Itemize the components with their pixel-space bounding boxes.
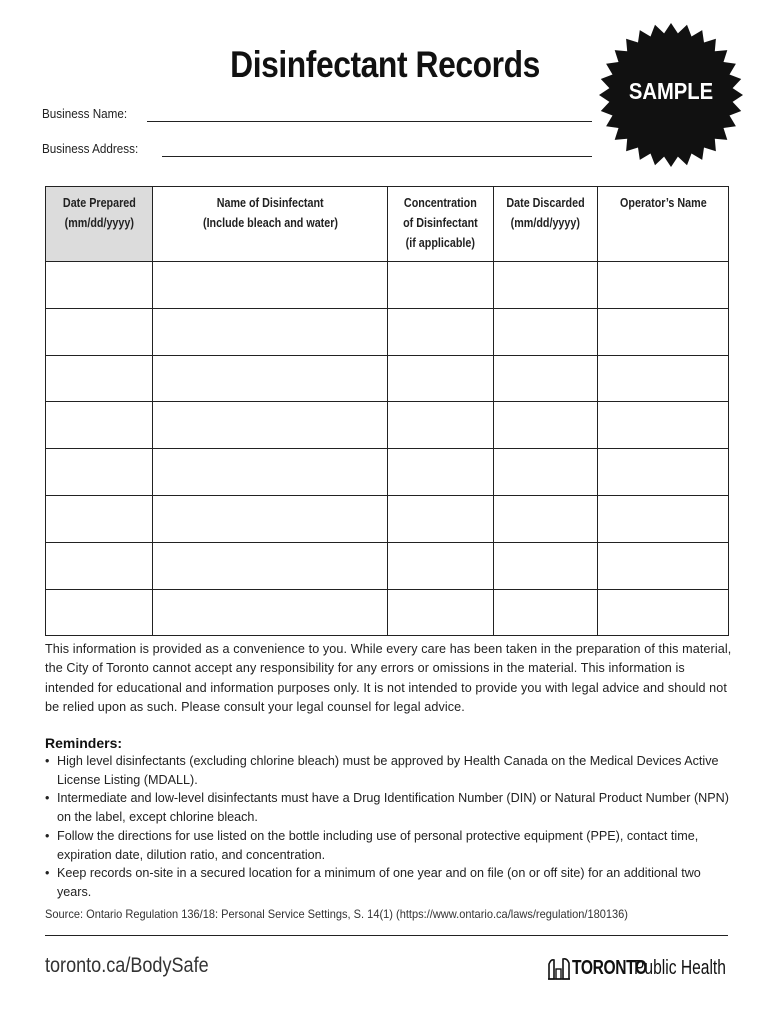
table-cell[interactable] xyxy=(598,308,729,355)
header-line: (mm/dd/yyyy) xyxy=(510,216,581,230)
logo-wordmark-regular: Public Health xyxy=(634,957,726,979)
toronto-public-health-logo xyxy=(548,954,752,980)
logo-wordmark-bold: TORONTO xyxy=(572,957,647,979)
table-row xyxy=(46,308,729,355)
table-cell[interactable] xyxy=(153,308,388,355)
table-cell[interactable] xyxy=(598,589,729,636)
table-row xyxy=(46,542,729,589)
business-name-label: Business Name: xyxy=(42,106,128,121)
list-item: • High level disinfectants (excluding chlorine bleach) must be approved by Health Canada on the Medical Devices Active License Listing (MDALL). xyxy=(45,752,735,789)
table-row xyxy=(46,262,729,309)
header-line: (Include bleach and water) xyxy=(202,216,338,230)
disinfectant-records-table xyxy=(45,186,729,636)
header-line: Operator’s Name xyxy=(619,196,707,210)
table-cell[interactable] xyxy=(598,495,729,542)
website-link[interactable]: toronto.ca/BodySafe xyxy=(45,954,209,977)
table-cell[interactable] xyxy=(388,355,494,402)
table-cell[interactable] xyxy=(494,542,598,589)
list-item: • Keep records on-site in a secured location for a minimum of one year and on file (on or off site) for an additional two years. xyxy=(45,864,735,901)
header-date-prepared xyxy=(46,187,153,262)
table-cell[interactable] xyxy=(494,355,598,402)
table-header-row xyxy=(46,187,729,262)
table-cell[interactable] xyxy=(494,262,598,309)
business-name-field[interactable] xyxy=(147,121,592,122)
footer-divider xyxy=(45,935,728,936)
header-concentration xyxy=(388,187,494,262)
header-line: (if applicable) xyxy=(405,236,476,250)
city-hall-icon xyxy=(548,958,570,980)
table-cell[interactable] xyxy=(388,308,494,355)
table-cell[interactable] xyxy=(153,355,388,402)
sample-badge-label: SAMPLE xyxy=(628,78,714,104)
table-cell[interactable] xyxy=(388,589,494,636)
table-cell[interactable] xyxy=(153,495,388,542)
list-item: • Follow the directions for use listed on the bottle including use of personal protective equipment (PPE), contact time, expiration date, dilution ratio, and concentration. xyxy=(45,827,735,864)
table-cell[interactable] xyxy=(494,449,598,496)
table-cell[interactable] xyxy=(46,262,153,309)
table-cell[interactable] xyxy=(153,262,388,309)
table-cell[interactable] xyxy=(388,449,494,496)
header-line: Date Prepared xyxy=(62,196,136,210)
table-body xyxy=(46,262,729,636)
table-cell[interactable] xyxy=(388,495,494,542)
table-cell[interactable] xyxy=(46,402,153,449)
source-citation: Source: Ontario Regulation 136/18: Personal Service Settings, S. 14(1) (https://www.ontario.ca/laws/regulation/180136) xyxy=(45,907,628,921)
table-cell[interactable] xyxy=(494,308,598,355)
table-cell[interactable] xyxy=(46,589,153,636)
table-cell[interactable] xyxy=(598,402,729,449)
list-item: • Intermediate and low-level disinfectants must have a Drug Identification Number (DIN) or Natural Product Number (NPN) on the label, except chlorine bleach. xyxy=(45,789,735,826)
table-cell[interactable] xyxy=(494,495,598,542)
table-cell[interactable] xyxy=(494,589,598,636)
table-cell[interactable] xyxy=(153,589,388,636)
table-cell[interactable] xyxy=(388,262,494,309)
table-row xyxy=(46,449,729,496)
table-cell[interactable] xyxy=(388,402,494,449)
table-cell[interactable] xyxy=(494,402,598,449)
table-cell[interactable] xyxy=(46,542,153,589)
table-cell[interactable] xyxy=(153,449,388,496)
header-line: Concentration xyxy=(404,196,477,210)
table-cell[interactable] xyxy=(46,449,153,496)
table-row xyxy=(46,355,729,402)
disclaimer-text: This information is provided as a convenience to you. While every care has been taken in the preparation of this material, the City of Toronto cannot accept any responsibility for any errors or omissions in the material. This information is intended for educational and information purposes only. It is not intended to provide you with legal advice and should not be relied upon as such. Please consult your legal counsel for legal advice. xyxy=(45,642,732,714)
table-cell[interactable] xyxy=(598,449,729,496)
reminders-heading: Reminders: xyxy=(45,735,123,751)
table-row xyxy=(46,402,729,449)
header-name-of-disinfectant xyxy=(153,187,388,262)
header-line: Name of Disinfectant xyxy=(216,196,324,210)
header-line: Date Discarded xyxy=(506,196,585,210)
business-address-field[interactable] xyxy=(162,156,592,157)
table-cell[interactable] xyxy=(153,542,388,589)
header-date-discarded xyxy=(494,187,598,262)
table-row xyxy=(46,495,729,542)
table-cell[interactable] xyxy=(598,355,729,402)
table-cell[interactable] xyxy=(46,355,153,402)
table-cell[interactable] xyxy=(598,542,729,589)
table-row xyxy=(46,589,729,636)
header-line: of Disinfectant xyxy=(403,216,478,230)
header-operators-name xyxy=(598,187,729,262)
header-line: (mm/dd/yyyy) xyxy=(64,216,134,230)
sample-badge xyxy=(598,22,744,168)
table-cell[interactable] xyxy=(153,402,388,449)
page-title: Disinfectant Records xyxy=(230,44,540,85)
table-cell[interactable] xyxy=(46,308,153,355)
reminders-list xyxy=(45,752,735,902)
business-address-label: Business Address: xyxy=(42,141,139,156)
table-cell[interactable] xyxy=(46,495,153,542)
table-cell[interactable] xyxy=(388,542,494,589)
table-cell[interactable] xyxy=(598,262,729,309)
